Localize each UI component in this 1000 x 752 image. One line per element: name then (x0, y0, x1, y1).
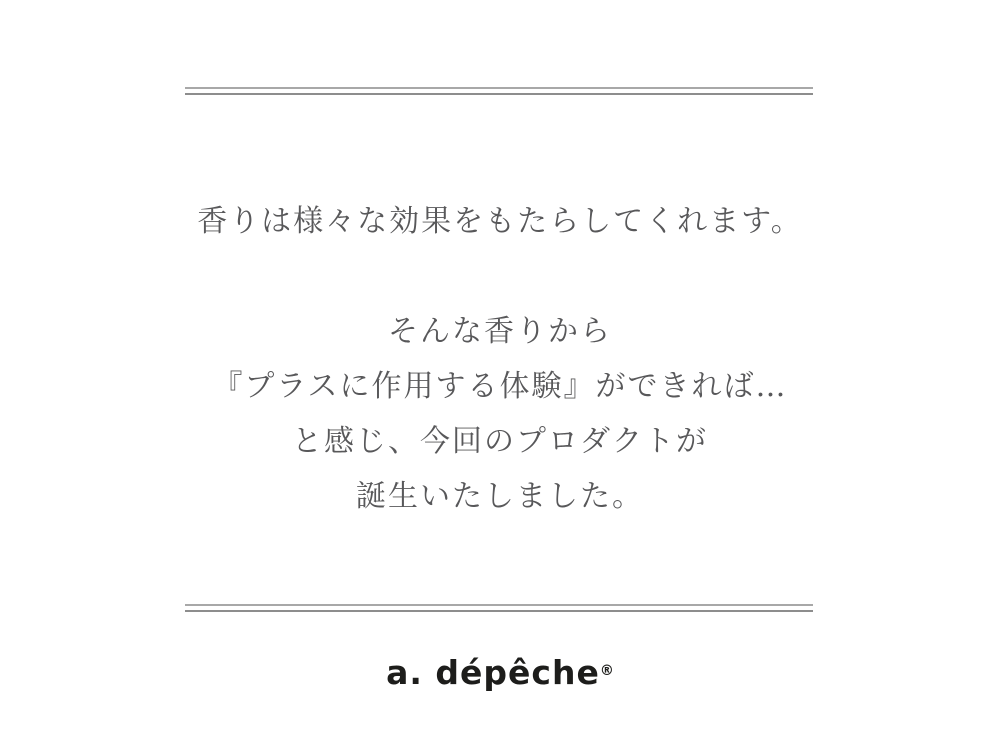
intro-paragraph-2 (0, 304, 1000, 524)
intro-line-3: 『プラスに作用する体験』ができれば… (212, 369, 788, 404)
intro-line-2: そんな香りから (388, 314, 612, 349)
brand-logo (0, 654, 1000, 699)
intro-line-1: 香りは様々な効果をもたらしてくれます。 (197, 204, 803, 239)
brand-logo-text: a. dépêche (386, 653, 600, 692)
intro-line-4: と感じ、今回のプロダクトが (292, 424, 708, 459)
top-double-divider (185, 87, 813, 95)
intro-line-5: 誕生いたしました。 (356, 479, 644, 514)
intro-text-block (0, 194, 1000, 524)
bottom-double-divider (185, 604, 813, 612)
registered-trademark-icon: ® (599, 663, 614, 680)
